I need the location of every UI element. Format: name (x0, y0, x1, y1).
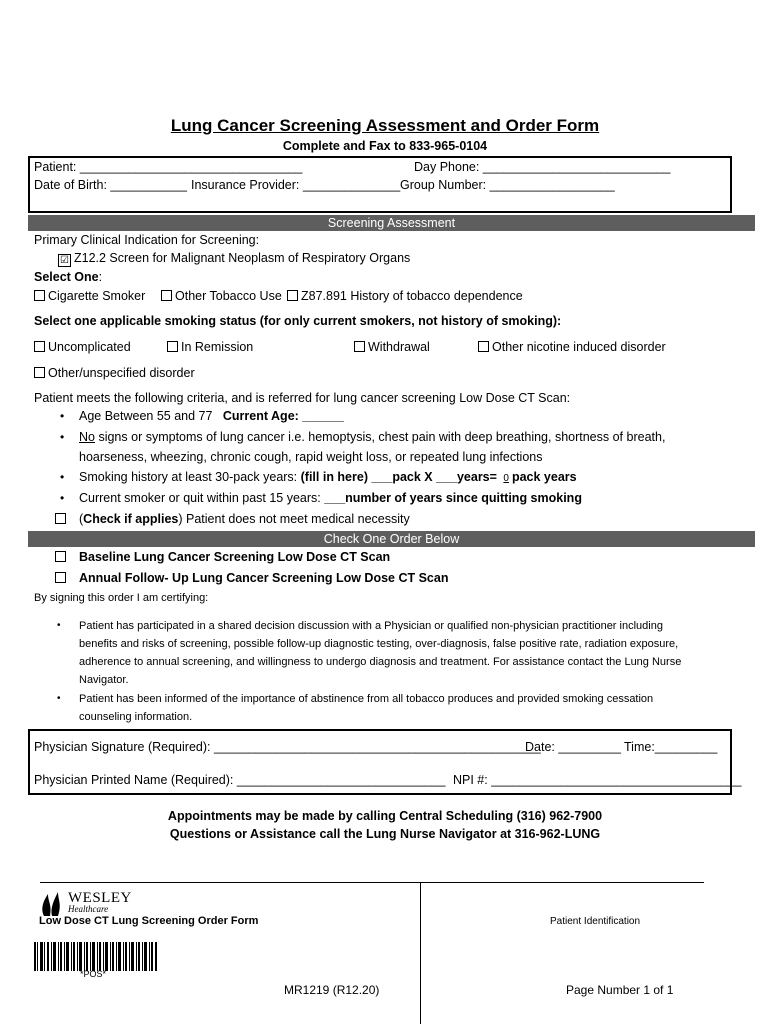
footer-divider (40, 882, 704, 883)
bullet-icon: • (60, 470, 65, 484)
check-order-bar: Check One Order Below (28, 531, 755, 547)
appointments-note: Appointments may be made by calling Central Scheduling (316) 962-7900 (167, 809, 603, 823)
cert1-line4: Navigator. (79, 674, 129, 686)
questions-note: Questions or Assistance call the Lung Nurse Navigator at 316-962-LUNG (169, 827, 601, 841)
bullet-icon: • (60, 491, 65, 505)
cert2-line2: counseling information. (79, 711, 193, 723)
order-baseline-label: Baseline Lung Cancer Screening Low Dose CT Scan (79, 550, 391, 564)
bullet-icon: • (60, 430, 65, 444)
option-other-tobacco[interactable]: Other Tobacco Use (161, 289, 282, 303)
form-subtitle: Complete and Fax to 833-965-0104 (282, 139, 488, 153)
order-annual-label: Annual Follow- Up Lung Cancer Screening Low Dose CT Scan (79, 571, 449, 585)
option-history-tobacco[interactable]: Z87.891 History of tobacco dependence (287, 289, 523, 303)
criteria-symptoms: No signs or symptoms of lung cancer i.e. hemoptysis, chest pain with deep breathing, shortness of breath, (79, 430, 666, 444)
form-title: Lung Cancer Screening Assessment and Order Form (170, 116, 600, 135)
medical-necessity-option[interactable] (55, 512, 69, 526)
checkbox-icon[interactable] (354, 341, 365, 352)
checked-box-icon[interactable]: ☑ (58, 254, 71, 267)
status-in-remission[interactable]: In Remission (167, 340, 253, 354)
order-annual[interactable] (55, 571, 69, 585)
page-number: Page Number 1 of 1 (566, 983, 674, 997)
barcode-icon (34, 942, 157, 971)
footer-vertical-divider (420, 883, 421, 1024)
cert1-line2: benefits and risks of screening, possible follow-up diagnostic testing, over-diagnosis, false positive rate, radiation exposure, (79, 638, 679, 650)
wesley-logo (38, 890, 168, 918)
criteria-symptoms-cont: hoarseness, wheezing, chronic cough, rapid weight loss, or repeated lung infections (79, 450, 543, 464)
checkbox-icon[interactable] (34, 341, 45, 352)
cert2-line1: Patient has been informed of the importance of abstinence from all tobacco produces and provided smoking cessation (79, 693, 654, 705)
group-number-field[interactable]: Group Number: __________________ (400, 178, 615, 192)
form-code: MR1219 (R12.20) (284, 983, 380, 997)
primary-indication-value: Z12.2 Screen for Malignant Neoplasm of Respiratory Organs (74, 251, 411, 265)
date-field[interactable]: Date: _________ (525, 740, 621, 754)
order-baseline[interactable] (55, 550, 69, 564)
dob-field[interactable]: Date of Birth: ___________ (34, 178, 187, 192)
checkbox-icon[interactable] (55, 551, 66, 562)
status-other-unspecified[interactable]: Other/unspecified disorder (34, 366, 195, 380)
bullet-icon: • (60, 409, 65, 423)
certifying-label: By signing this order I am certifying: (34, 592, 209, 604)
pos-label: *POS* (80, 969, 107, 979)
checkbox-icon[interactable] (34, 290, 45, 301)
select-one-label: Select One: (34, 270, 103, 284)
day-phone-field[interactable]: Day Phone: ___________________________ (414, 160, 671, 174)
criteria-age: Age Between 55 and 77 Current Age: ______ (79, 409, 344, 423)
option-cigarette-smoker[interactable]: Cigarette Smoker (34, 289, 145, 303)
patient-name-field[interactable]: Patient: ________________________________ (34, 160, 303, 174)
smoking-status-label: Select one applicable smoking status (for only current smokers, not history of smoking): (34, 314, 562, 328)
criteria-quit[interactable]: Current smoker or quit within past 15 years: ___number of years since quitting smoking (79, 491, 582, 505)
patient-identification: Patient Identification (550, 916, 641, 927)
bullet-icon: • (57, 693, 61, 704)
primary-indication-option[interactable] (58, 251, 410, 267)
checkbox-icon[interactable] (287, 290, 298, 301)
time-field[interactable]: Time:_________ (624, 740, 718, 754)
logo-name: WESLEY (68, 890, 132, 906)
npi-field[interactable]: NPI #: ____________________________________ (453, 773, 742, 787)
status-other-nicotine[interactable]: Other nicotine induced disorder (478, 340, 666, 354)
physician-signature-field[interactable]: Physician Signature (Required): _______________________________________________ (34, 740, 541, 754)
cert1-line1: Patient has participated in a shared decision discussion with a Physician or qualified non-physician practitioner including (79, 620, 663, 632)
logo-subtext: Healthcare (68, 904, 109, 914)
form-name: Low Dose CT Lung Screening Order Form (39, 915, 259, 927)
physician-printed-name-field[interactable]: Physician Printed Name (Required): ______________________________ (34, 773, 446, 787)
checkbox-icon[interactable] (161, 290, 172, 301)
checkbox-icon[interactable] (478, 341, 489, 352)
checkbox-icon[interactable] (167, 341, 178, 352)
criteria-smoking-history[interactable]: Smoking history at least 30-pack years: (fill in here) ___pack X ___years= 0 pack years (79, 470, 577, 484)
checkbox-icon[interactable] (55, 513, 66, 524)
cert1-line3: adherence to annual screening, and willingness to undergo diagnosis and treatment. For assistance contact the Lung Nurse (79, 656, 682, 668)
insurance-field[interactable]: Insurance Provider: ______________ (191, 178, 401, 192)
primary-indication-label: Primary Clinical Indication for Screening: (34, 233, 260, 247)
medical-necessity-text: (Check if applies) Patient does not meet medical necessity (79, 512, 410, 526)
bullet-icon: • (57, 620, 61, 631)
flame-logo-icon (38, 890, 68, 916)
status-withdrawal[interactable]: Withdrawal (354, 340, 430, 354)
criteria-intro: Patient meets the following criteria, and is referred for lung cancer screening Low Dose CT Scan: (34, 391, 571, 405)
checkbox-icon[interactable] (34, 367, 45, 378)
screening-assessment-bar: Screening Assessment (28, 215, 755, 231)
status-uncomplicated[interactable]: Uncomplicated (34, 340, 131, 354)
checkbox-icon[interactable] (55, 572, 66, 583)
